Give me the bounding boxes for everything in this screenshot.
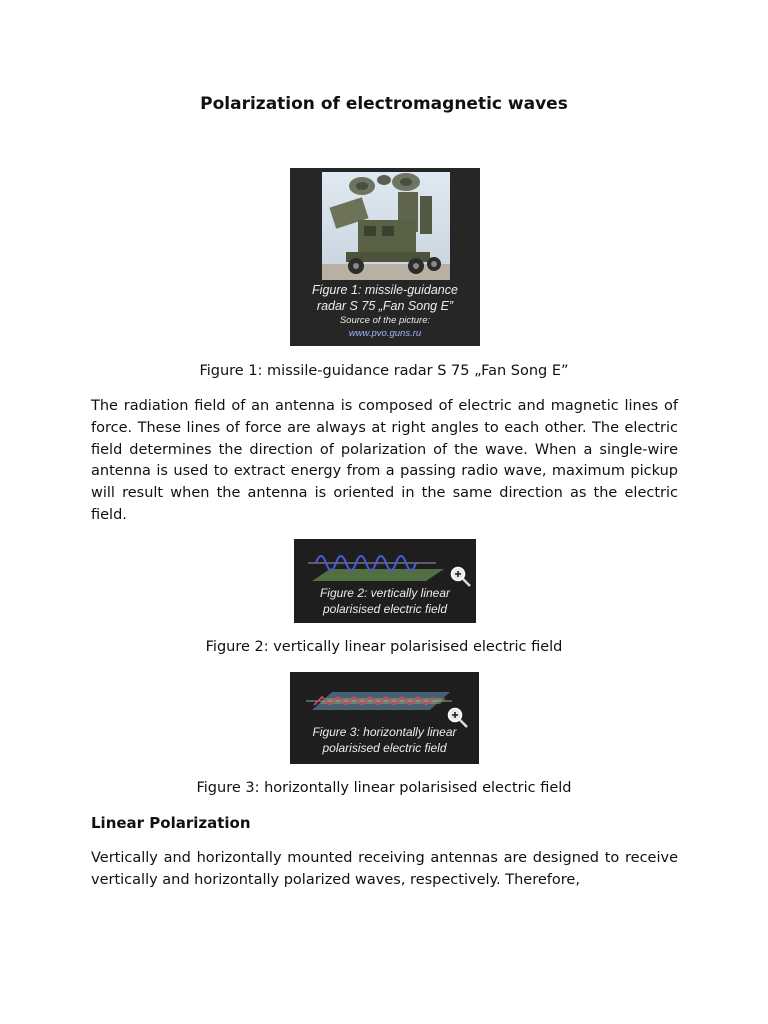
section-heading: Linear Polarization bbox=[91, 814, 251, 832]
figure-1-source-label: Source of the picture: bbox=[339, 315, 431, 326]
paragraph-2: Vertically and horizontally mounted receiving antennas are designed to receive vertically and horizontally polarized waves, respectively. Therefore, bbox=[91, 850, 678, 888]
figure-3-image bbox=[290, 672, 479, 764]
figure-2-image bbox=[294, 539, 476, 623]
page-title: Polarization of electromagnetic waves bbox=[200, 94, 568, 114]
figure-2-overlay-line2: polarisised electric field bbox=[322, 602, 448, 616]
figure-3-caption: Figure 3: horizontally linear polarisised electric field bbox=[196, 780, 572, 796]
figure-1-overlay-line2: radar S 75 „Fan Song E” bbox=[316, 299, 454, 313]
figure-2-overlay-line1: Figure 2: vertically linear bbox=[319, 586, 451, 600]
figure-1-source-link[interactable]: www.pvo.guns.ru bbox=[348, 328, 422, 339]
radar-photo bbox=[322, 172, 450, 280]
figure-1-overlay-line1: Figure 1: missile-guidance bbox=[312, 283, 458, 297]
figure-3-overlay-line2: polarisised electric field bbox=[322, 741, 447, 755]
figure-1-image bbox=[290, 168, 480, 346]
paragraph-1: The radiation field of an antenna is composed of electric and magnetic lines of force. These lines of force are always at right angles to each other. The electric field determines the direction of polarization of the wave. When a single-wire antenna is used to extract energy from a passing radio wave, maximum pickup will result when the antenna is oriented in the same direction as the electric field. bbox=[91, 398, 678, 523]
figure-1-caption: Figure 1: missile-guidance radar S 75 „Fan Song E” bbox=[199, 363, 569, 379]
figure-3-overlay-line1: Figure 3: horizontally linear bbox=[312, 725, 457, 739]
figure-2-caption: Figure 2: vertically linear polarisised electric field bbox=[205, 639, 563, 655]
